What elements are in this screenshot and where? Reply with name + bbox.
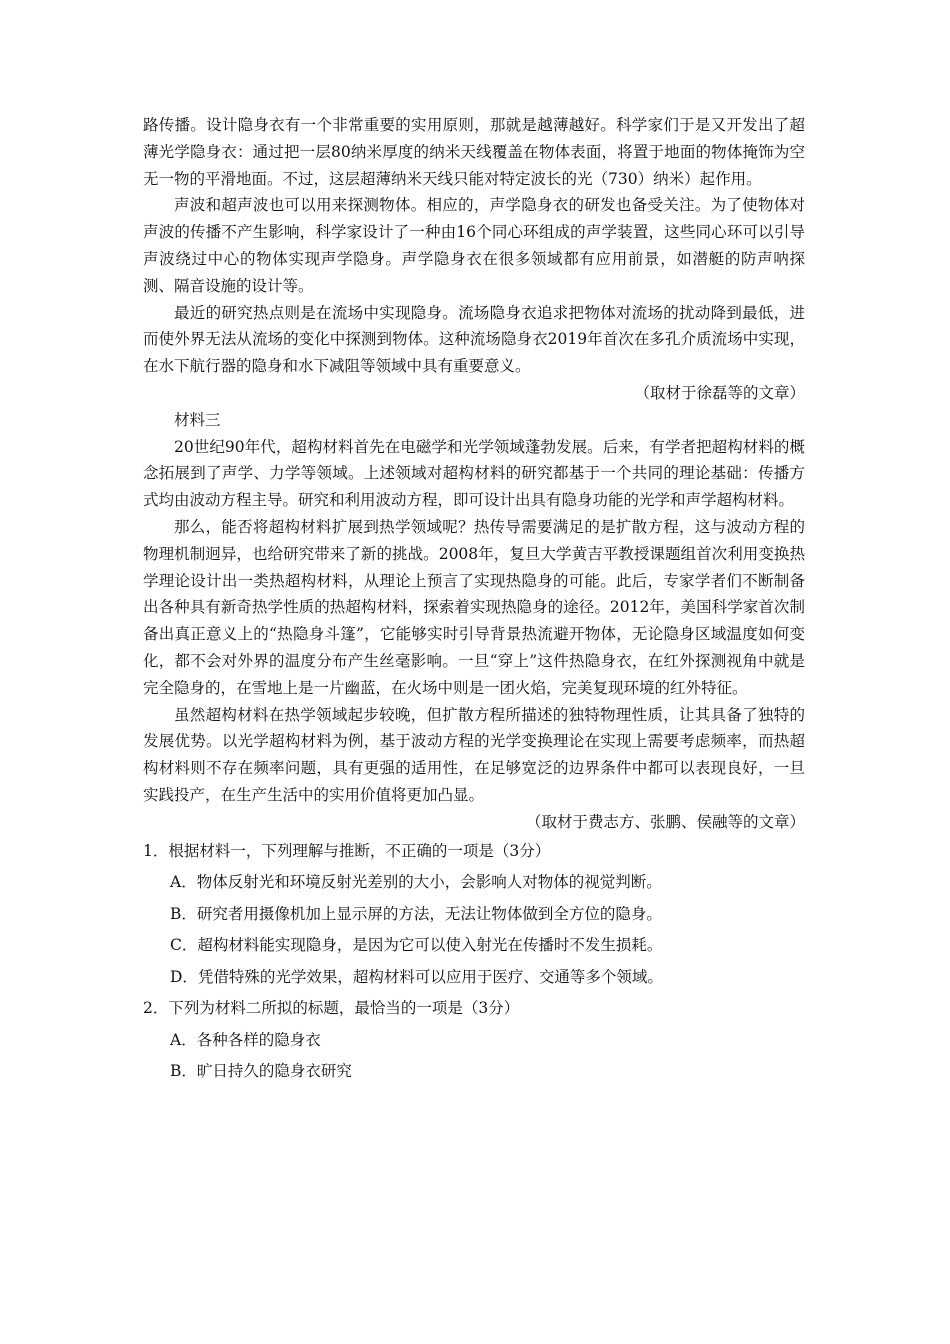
paragraph: 最近的研究热点则是在流场中实现隐身。流场隐身衣追求把物体对流场的扰动降到最低，进而使外界无法从流场的变化中探测到物体。这种流场隐身衣2019年首次在多孔介质流场中实现，在水下航行器的隐身和水下减阻等领域中具有重要意义。 — [143, 303, 805, 376]
source-citation: （取材于费志方、张鹏、侯融等的文章） — [525, 812, 805, 831]
paragraph: 20世纪90年代，超构材料首先在电磁学和光学领域蓬勃发展。后来，有学者把超构材料的概念拓展到了声学、力学等领域。上述领域对超构材料的研究都基于一个共同的理论基础：传播方式均由波动方程主导。研究和利用波动方程，即可设计出具有隐身功能的光学和声学超构材料。 — [143, 437, 805, 510]
question-2 — [143, 993, 805, 1088]
section-heading: 材料三 — [174, 410, 221, 429]
question-stem: 1．根据材料一，下列理解与推断，不正确的一项是（3分） — [143, 841, 551, 860]
source-citation: （取材于徐磊等的文章） — [634, 383, 805, 402]
question-1 — [143, 836, 805, 994]
paragraph: 虽然超构材料在热学领域起步较晚，但扩散方程所描述的独特物理性质，让其具备了独特的发展优势。以光学超构材料为例，基于波动方程的光学变换理论在实现上需要考虑频率，而热超构材料则不存在频率问题，具有更强的适用性，在足够宽泛的边界条件中都可以表现良好，一旦实践投产，在生产生活中的实用价值将更加凸显。 — [143, 705, 805, 804]
option-b: B．研究者用摄像机加上显示屏的方法，无法让物体做到全方位的隐身。 — [170, 904, 662, 923]
paragraph: 声波和超声波也可以用来探测物体。相应的，声学隐身衣的研发也备受关注。为了使物体对声波的传播不产生影响，科学家设计了一种由16个同心环组成的声学装置，这些同心环可以引导声波绕过中心的物体实现声学隐身。声学隐身衣在很多领域都有应用前景，如潜艇的防声呐探测、隔音设施的设计等。 — [143, 196, 805, 295]
option-a: A．物体反射光和环境反射光差别的大小，会影响人对物体的视觉判断。 — [170, 873, 662, 892]
document-page — [143, 112, 805, 1088]
option-b: B．旷日持久的隐身衣研究 — [170, 1062, 352, 1081]
option-d: D．凭借特殊的光学效果，超构材料可以应用于医疗、交通等多个领域。 — [170, 967, 663, 986]
paragraph: 路传播。设计隐身衣有一个非常重要的实用原则，那就是越薄越好。科学家们于是又开发出了超薄光学隐身衣：通过把一层80纳米厚度的纳米天线覆盖在物体表面，将置于地面的物体掩饰为空无一物的平滑地面。不过，这层超薄纳米天线只能对特定波长的光（730）纳米）起作用。 — [143, 116, 805, 188]
paragraph: 那么，能否将超构材料扩展到热学领域呢？热传导需要满足的是扩散方程，这与波动方程的物理机制迥异，也给研究带来了新的挑战。2008年，复旦大学黄吉平教授课题组首次利用变换热学理论设计出一类热超构材料，从理论上预言了实现热隐身的可能。此后，专家学者们不断制备出各种具有新奇热学性质的热超构材料，探索着实现热隐身的途径。2012年，美国科学家首次制备出真正意义上的“热隐身斗篷”，它能够实时引导背景热流避开物体，无论隐身区域温度如何变化，都不会对外界的温度分布产生丝毫影响。一旦“穿上”这件热隐身衣，在红外探测视角中就是完全隐身的，在雪地上是一片幽蓝，在火场中则是一团火焰，完美复现环境的红外特征。 — [143, 517, 805, 697]
question-stem: 2．下列为材料二所拟的标题，最恰当的一项是（3分） — [143, 999, 520, 1018]
option-c: C．超构材料能实现隐身，是因为它可以使入射光在传播时不发生损耗。 — [170, 936, 663, 955]
option-a: A．各种各样的隐身衣 — [170, 1030, 321, 1049]
